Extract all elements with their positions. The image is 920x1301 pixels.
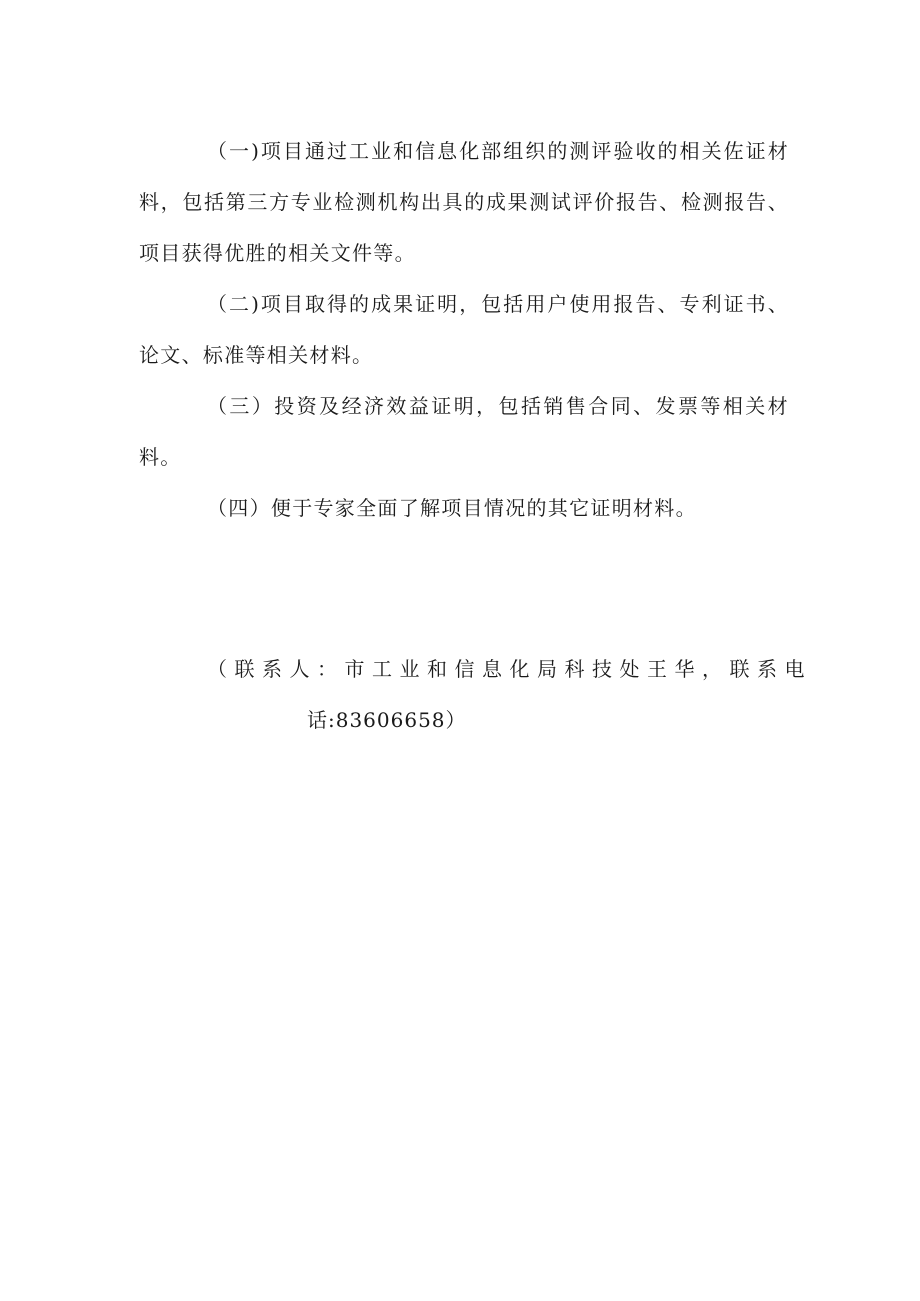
contact-info	[207, 644, 812, 746]
paragraph-item-1: （一)项目通过工业和信息化部组织的测评验收的相关佐证材料，包括第三方专业检测机构出具的成果测试评价报告、检测报告、项目获得优胜的相关文件等。	[139, 139, 789, 265]
document-body	[139, 126, 789, 534]
contact-line-2: 话:83606658）	[307, 708, 467, 732]
paragraph-item-4: （四）便于专家全面了解项目情况的其它证明材料。	[207, 496, 697, 520]
contact-line-1: （联系人：市工业和信息化局科技处王华，联系电	[207, 657, 812, 681]
paragraph-item-2: （二)项目取得的成果证明，包括用户使用报告、专利证书、论文、标准等相关材料。	[139, 292, 789, 367]
paragraph-item-3: （三）投资及经济效益证明，包括销售合同、发票等相关材料。	[139, 394, 789, 469]
